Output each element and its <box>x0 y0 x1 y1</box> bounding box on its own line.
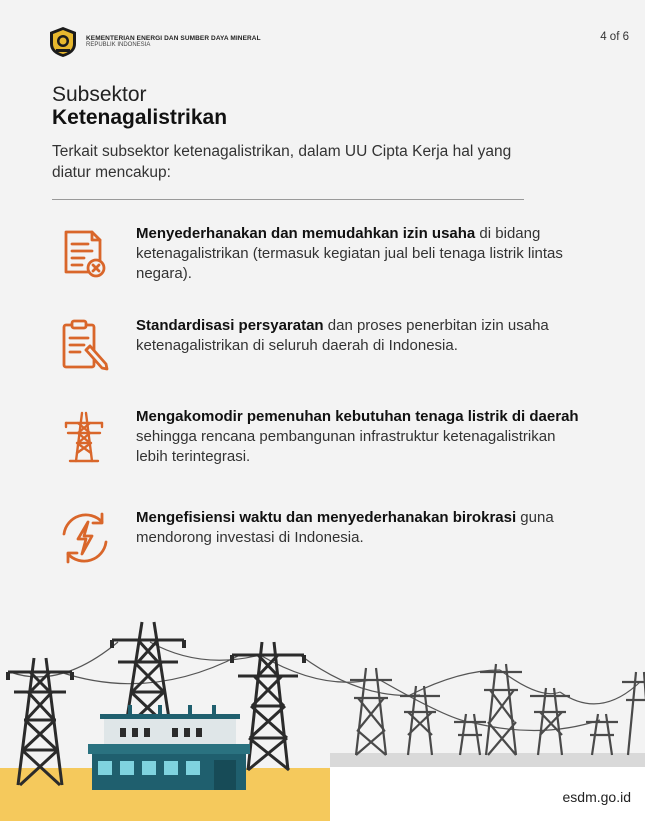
document-x-icon <box>52 224 118 284</box>
item-bold-text: Standardisasi persyaratan <box>136 317 324 334</box>
website-url: esdm.go.id <box>562 789 631 805</box>
intro-text: Terkait subsektor ketenagalistrikan, dalam UU Cipta Kerja hal yang diatur mencakup: <box>52 143 512 181</box>
org-name: KEMENTERIAN ENERGI DAN SUMBER DAYA MINERAL <box>86 34 261 42</box>
item-bold-text: Mengefisiensi waktu dan menyederhanakan birokrasi <box>136 509 517 526</box>
page-title-bold: Ketenagalistrikan <box>52 106 228 129</box>
item-body-text: sehingga rencana pembangunan infrastruktur ketenagalistrikan lebih terintegrasi. <box>136 428 556 465</box>
page-indicator: 4 of 6 <box>600 31 629 43</box>
org-subtitle: REPUBLIK INDONESIA <box>86 42 151 49</box>
energy-cycle-icon <box>52 508 118 568</box>
item-bold-text: Menyederhanakan dan memudahkan izin usaha <box>136 225 476 242</box>
page-title-light: Subsektor <box>52 83 147 106</box>
item-bold-text: Mengakomodir pemenuhan kebutuhan tenaga listrik di daerah <box>136 408 579 425</box>
power-tower-icon <box>52 407 118 467</box>
item-body-text: guna mendorong investasi di Indonesia. <box>136 509 554 546</box>
power-grid-illustration <box>0 610 645 821</box>
item-body-text: di bidang ketenagalistrikan (termasuk kegiatan jual beli tenaga listrik lintas negara). <box>136 225 563 282</box>
divider <box>52 199 524 200</box>
ministry-logo <box>48 26 78 58</box>
item-body-text: dan proses penerbitan izin usaha ketenagalistrikan di seluruh daerah di Indonesia. <box>136 317 549 354</box>
clipboard-pen-icon <box>52 316 118 376</box>
header <box>48 26 261 58</box>
